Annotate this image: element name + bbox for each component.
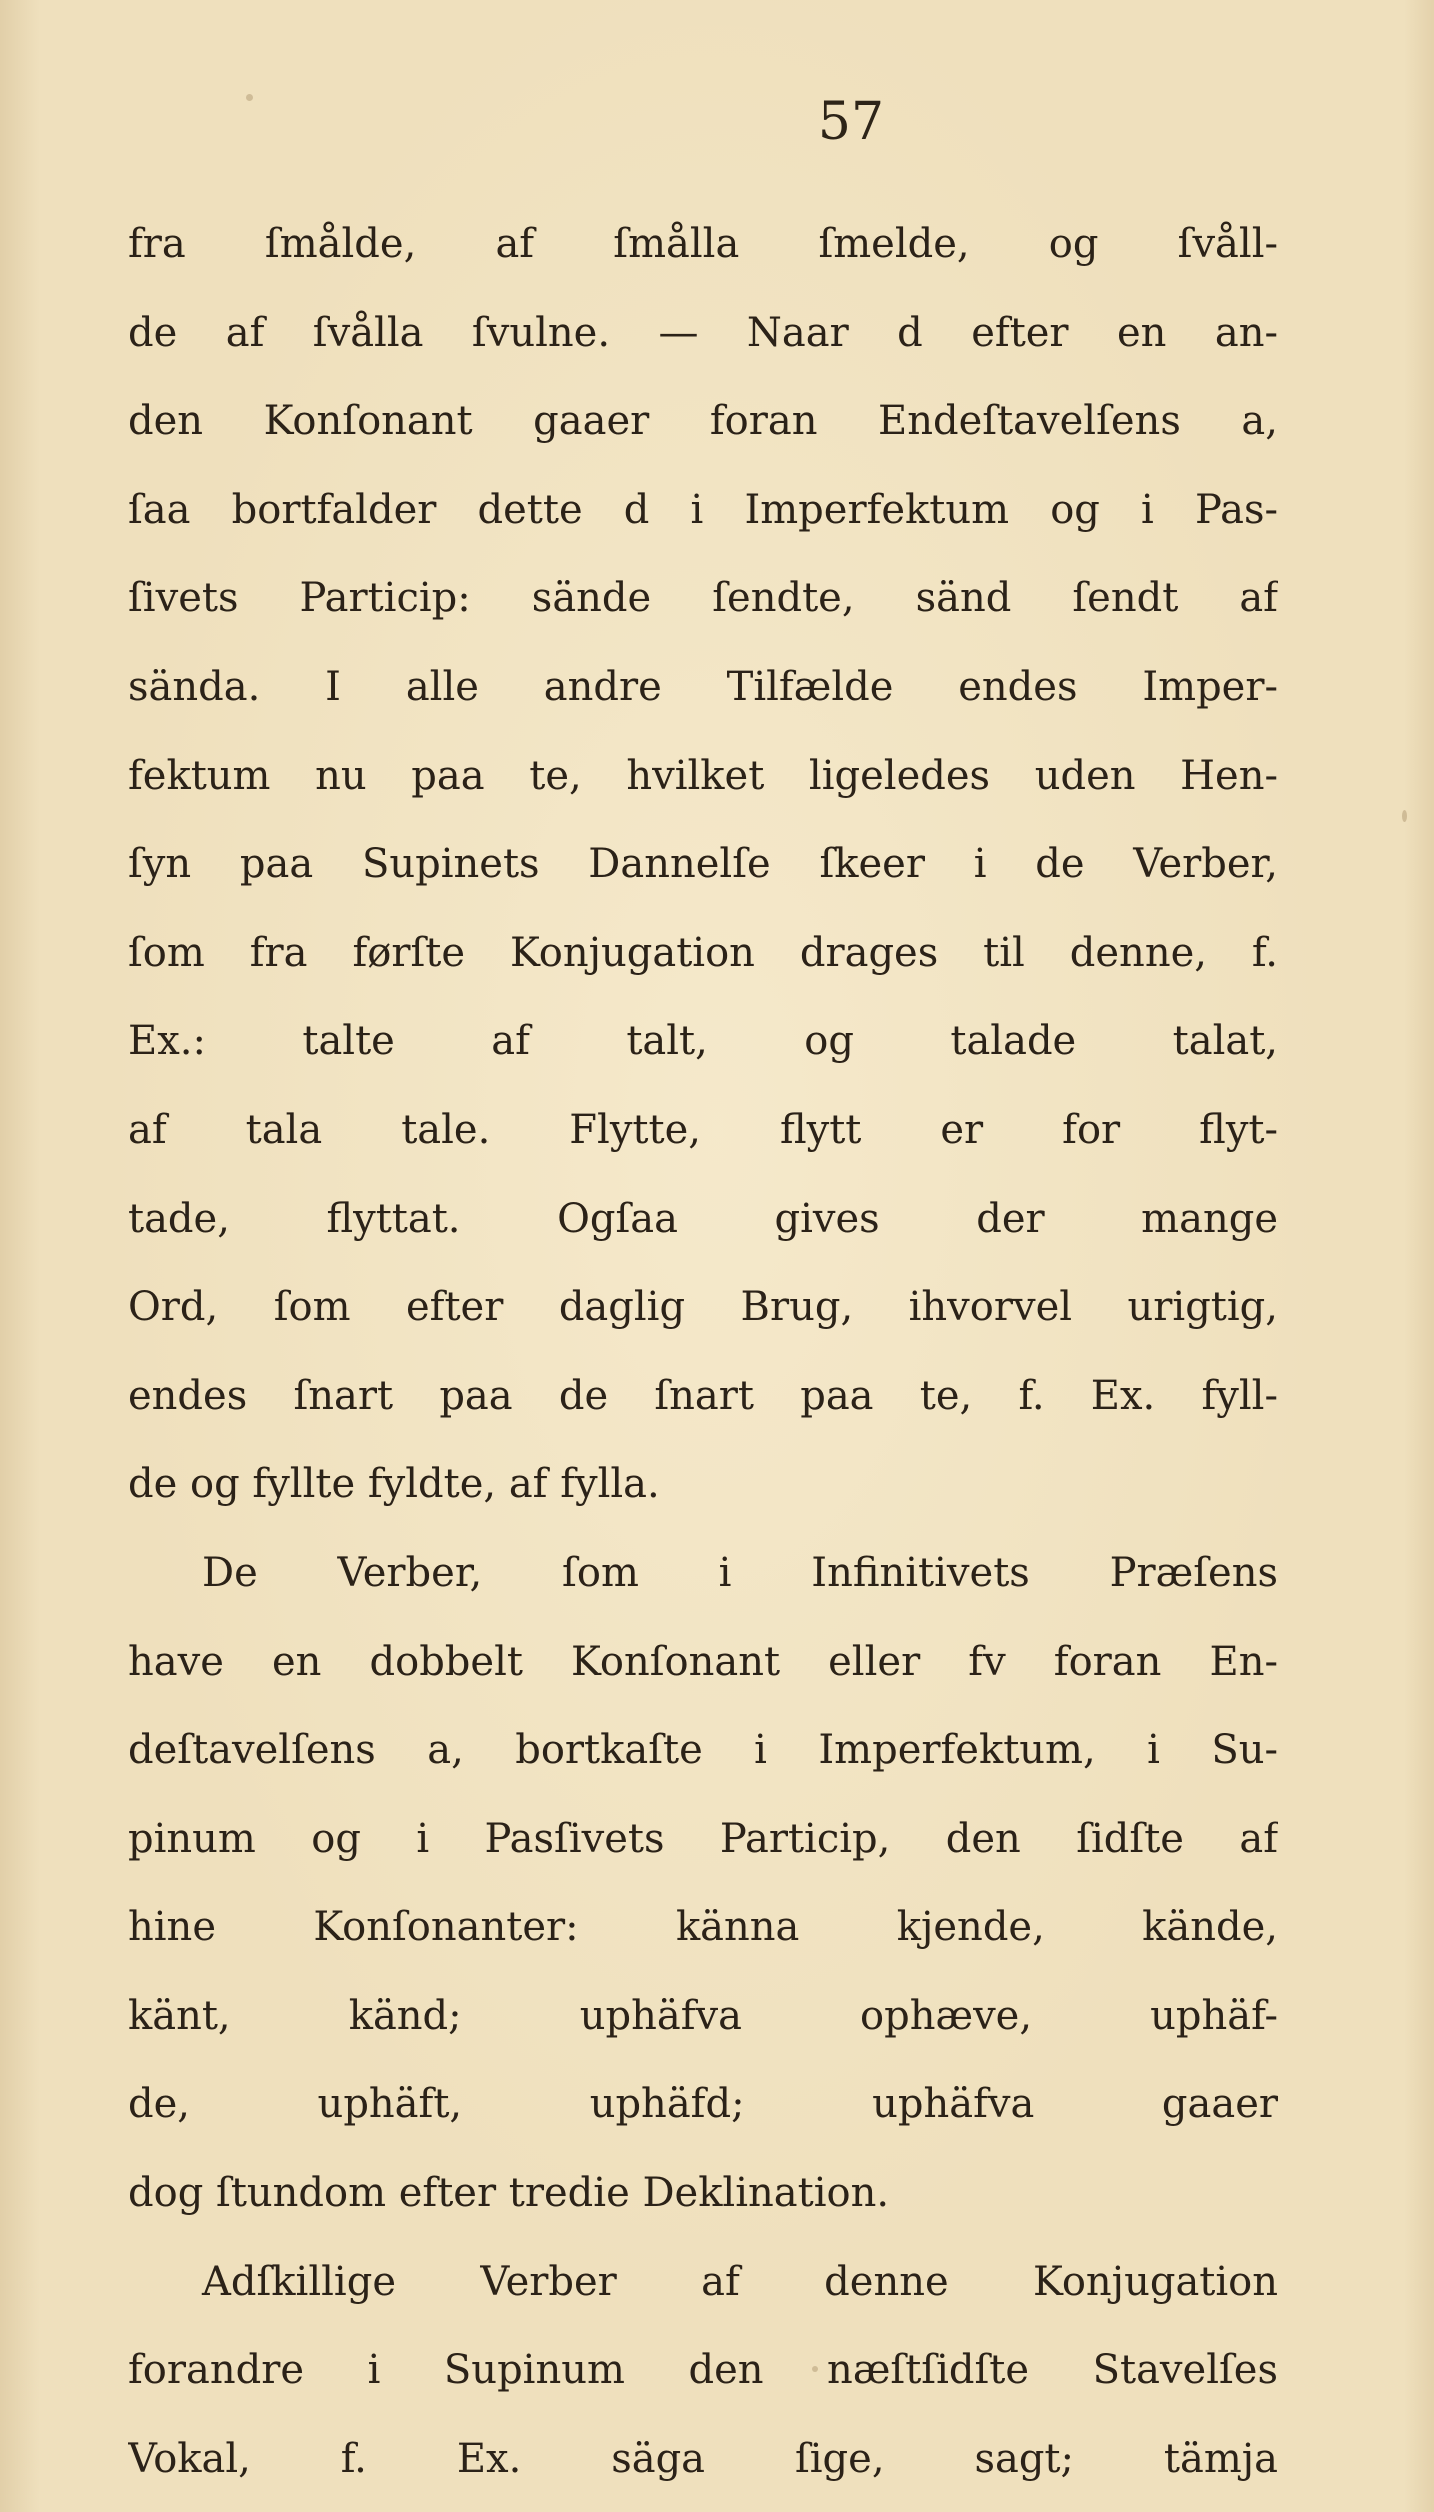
text-line: de af ſvålla ſvulne. — Naar d efter en an- — [128, 309, 1278, 356]
text-line: hine Konſonanter: känna kjende, kände, — [128, 1904, 1278, 1951]
text-line: Ex.: talte af talt, og talade talat, — [128, 1018, 1278, 1065]
text-line: pinum og i Pasſivets Particip, den ſidſte af — [128, 1815, 1278, 1862]
paper-stain — [1402, 810, 1407, 822]
text-line: ſom fra førſte Konjugation drages til denne, f. — [128, 929, 1278, 976]
text-line: sända. I alle andre Tilfælde endes Imper- — [128, 663, 1278, 710]
text-line: den Konſonant gaaer foran Endeſtavelſens a, — [128, 398, 1278, 445]
text-line: känt, känd; uphäfva ophæve, uphäf- — [128, 1992, 1278, 2039]
text-line: ſaa bortfalder dette d i Imperfektum og i Pas- — [128, 486, 1278, 533]
text-line: af tala tale. Flytte, flytt er for flyt- — [128, 1106, 1278, 1153]
body-text — [128, 200, 1278, 2503]
text-line: endes ſnart paa de ſnart paa te, f. Ex. fyll- — [128, 1372, 1278, 1419]
text-line: Adſkillige Verber af denne Konjugation — [202, 2258, 1278, 2305]
text-line: de, uphäft, uphäfd; uphäfva gaaer — [128, 2081, 1278, 2128]
text-line: ſivets Particip: sände ſendte, sänd ſendt af — [128, 575, 1278, 622]
text-line: Vokal, f. Ex. säga ſige, sagt; tämja — [128, 2435, 1278, 2482]
text-line: fra ſmålde, af ſmålla ſmelde, og ſvåll- — [128, 221, 1278, 267]
text-line: dog ſtundom efter tredie Deklination. — [128, 2170, 890, 2217]
text-line: de og fyllte fyldte, af fylla. — [128, 1461, 660, 1508]
text-line: De Verber, ſom i Infinitivets Præſens — [202, 1549, 1278, 1596]
text-line: have en dobbelt Konſonant eller fv foran En- — [128, 1638, 1278, 1685]
page-number: 57 — [817, 92, 885, 152]
text-line: ſyn paa Supinets Dannelſe ſkeer i de Verber, — [128, 841, 1278, 888]
text-line: Ord, ſom efter daglig Brug, ihvorvel urigtig, — [128, 1284, 1278, 1331]
text-line: forandre i Supinum den næſtſidſte Stavelſes — [128, 2347, 1278, 2394]
text-line: deſtavelſens a, bortkaſte i Imperfektum, i Su- — [128, 1727, 1278, 1774]
text-line: fektum nu paa te, hvilket ligeledes uden Hen- — [128, 752, 1278, 799]
text-line: tade, flyttat. Ogſaa gives der mange — [128, 1195, 1278, 1242]
